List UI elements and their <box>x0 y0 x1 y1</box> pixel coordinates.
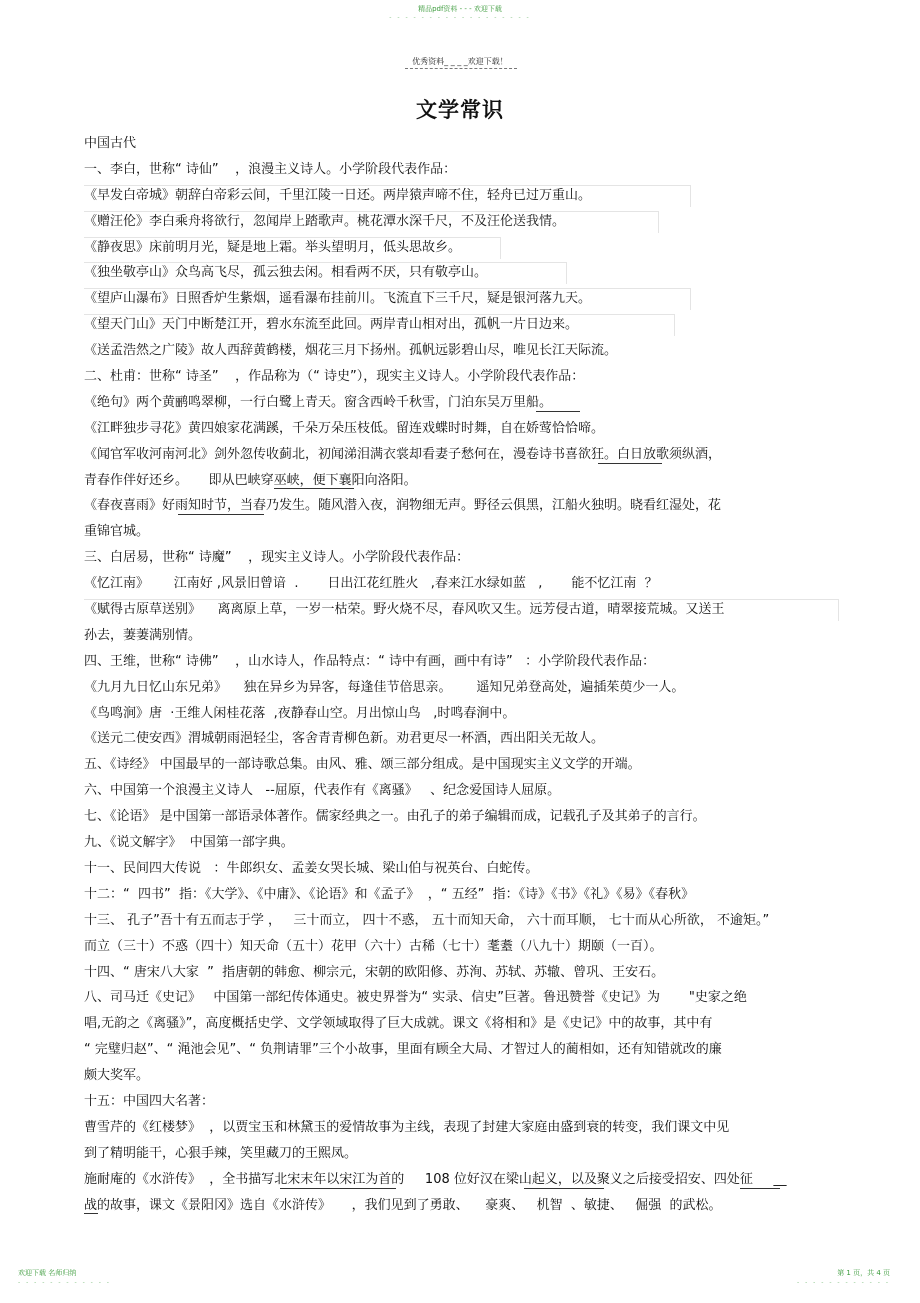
poem-line <box>84 312 844 338</box>
poem-text: 《望天门山》天门中断楚江开，碧水东流至此回。两岸青山相对出，孤帆一片日边来。 <box>84 317 579 333</box>
document-body <box>84 131 844 1218</box>
text-line: 曹雪芹的《红楼梦》 ，以贾宝玉和林黛玉的爱情故事为主线，表现了封建大家庭由盛到衰的转变，我们课文中见 <box>84 1119 730 1135</box>
poem-line <box>84 260 844 286</box>
text-line: 五、《诗经》 中国最早的一部诗歌总集。由风、雅、颂三部分组成。是中国现实主义文学的开端。 <box>84 757 641 773</box>
poem-line: 《九月九日忆山东兄弟》 独在异乡为异客，每逢佳节倍思亲。 遥知兄弟登高处，遍插茱萸少一人。 <box>84 679 685 695</box>
text-line: 七、《论语》 是中国第一部语录体著作。儒家经典之一。由孔子的弟子编辑而成，记载孔子及其弟子的言行。 <box>84 809 706 825</box>
poem-line: 《送孟浩然之广陵》故人西辞黄鹤楼，烟花三月下扬州。孤帆远影碧山尽，唯见长江天际流。 <box>84 343 618 359</box>
poem-text: 《绝句》两个黄鹂鸣翠柳，一行白鹭上青天。窗含西岭千秋雪，门泊东吴万里船。 <box>84 394 553 410</box>
underline <box>598 463 662 464</box>
poem-text: 《春夜喜雨》好雨知时节，当春乃发生。随风潜入夜，润物细无声。野径云俱黑，江船火独明。晓看红湿处，花 <box>84 498 722 514</box>
text-line: 十二：“ 四书” 指：《大学》、《中庸》、《论语》和《孟子》 ，“ 五经” 指：《诗》《书》《礼》《易》《春秋》 <box>84 886 695 902</box>
page-title: 文学常识 <box>416 98 504 122</box>
poem-line: 《江畔独步寻花》黄四娘家花满蹊，千朵万朵压枝低。留连戏蝶时时舞，自在娇莺恰恰啼。 <box>84 420 605 436</box>
footer-left-label: 欢迎下载 名师归纳 <box>18 1269 77 1277</box>
text-line: 十一、民间四大传说 ：牛郎织女、孟姜女哭长城、梁山伯与祝英台、白蛇传。 <box>84 860 539 876</box>
poem-line <box>84 209 844 235</box>
text-line: “ 完璧归赵”、“ 渑池会见”、“ 负荆请罪”三个小故事，里面有顾全大局、才智过人的蔺相如，还有知错就改的廉 <box>84 1042 722 1058</box>
poem-line <box>84 597 844 623</box>
poem-text: 《赠汪伦》李白乘舟将欲行，忽闻岸上踏歌声。桃花潭水深千尺，不及汪伦送我情。 <box>84 213 566 229</box>
poem-line <box>84 183 844 209</box>
underline <box>740 1188 780 1189</box>
text-line: 二、杜甫：世称“ 诗圣” ，作品称为（“ 诗史”），现实主义诗人。小学阶段代表作品： <box>84 369 585 385</box>
poem-line: 孙去，萋萋满别情。 <box>84 627 202 643</box>
header-site-banner: 精品pdf资料 - - - 欢迎下载 <box>418 5 502 13</box>
poem-line: 《忆江南》 江南好 ,风景旧曾谙 . 日出江花红胜火 ,春来江水绿如蓝 , 能不忆江南 ？ <box>84 576 658 592</box>
text-line: 而立（三十）不惑（四十）知天命（五十）花甲（六十）古稀（七十）耄耋（八九十）期颐（一百）。 <box>84 938 663 954</box>
poem-line: 《鸟鸣涧》唐 ·王维人闲桂花落 ,夜静春山空。月出惊山鸟 ,时鸣春涧中。 <box>84 705 516 721</box>
text-line: 一、李白，世称“ 诗仙” ，浪漫主义诗人。小学阶段代表作品： <box>84 161 457 177</box>
text-line: 到了精明能干，心狠手辣，笑里藏刀的王熙凤。 <box>84 1145 358 1161</box>
poem-line <box>84 468 844 494</box>
poem-line <box>84 442 844 468</box>
text-line <box>84 1193 844 1219</box>
header-dotted-rule: - - - - - - - - - - - - - - - - - - <box>389 14 531 21</box>
footer-dotted-rule-right: - - - - - - - - - - - - <box>797 1279 890 1286</box>
poem-text: 青春作伴好还乡。 即从巴峡穿巫峡，便下襄阳向洛阳。 <box>84 472 417 488</box>
poem-text: 《早发白帝城》朝辞白帝彩云间，千里江陵一日还。两岸猿声啼不住，轻舟已过万重山。 <box>84 187 592 203</box>
poem-text: 《静夜思》床前明月光，疑是地上霜。举头望明月，低头思故乡。 <box>84 239 462 255</box>
text-line: 六、中国第一个浪漫主义诗人 --屈原，代表作有《离骚》 、纪念爱国诗人屈原。 <box>84 783 561 799</box>
underline <box>524 1188 604 1189</box>
text-line <box>84 1167 844 1193</box>
poem-text: 《闻官军收河南河北》剑外忽传收蓟北，初闻涕泪满衣裳却看妻子愁何在，漫卷诗书喜欲狂。白日放歌须纵酒， <box>84 446 722 462</box>
text-line: 十三、 孔子”吾十有五而志于学 ， 三十而立， 四十不惑， 五十而知天命， 六十而耳顺， 七十而从心所欲， 不逾矩。” <box>84 912 770 928</box>
text-line: 十四、“ 唐宋八大家 ” 指唐朝的韩愈、柳宗元，宋朝的欧阳修、苏洵、苏轼、苏辙、曾巩、王安石。 <box>84 964 665 980</box>
header-divider <box>405 68 517 69</box>
section-heading: 中国古代 <box>84 136 137 151</box>
poem-text: 《望庐山瀑布》日照香炉生紫烟，遥看瀑布挂前川。飞流直下三千尺，疑是银河落九天。 <box>84 291 592 307</box>
text-line: 四、王维，世称“ 诗佛” ，山水诗人，作品特点：“ 诗中有画，画中有诗” ：小学阶段代表作品： <box>84 653 656 669</box>
poem-line: 《送元二使安西》渭城朝雨浥轻尘，客舍青青柳色新。劝君更尽一杯酒，西出阳关无故人。 <box>84 731 605 747</box>
text-line: 九、《说文解字》 中国第一部字典。 <box>84 835 294 851</box>
poem-line <box>84 286 844 312</box>
poem-text: 《赋得古原草送别》 离离原上草，一岁一枯荣。野火烧不尽，春风吹又生。远芳侵古道，晴翠接荒城。又送王 <box>84 602 725 618</box>
text-line: 十五：中国四大名著： <box>84 1093 215 1109</box>
underline <box>84 1213 98 1214</box>
poem-line <box>84 493 844 519</box>
poem-text: 《独坐敬亭山》众鸟高飞尽，孤云独去闲。相看两不厌，只有敬亭山。 <box>84 265 488 281</box>
header-subtitle: 优秀资料_ _ _ _欢迎下载！ <box>412 57 508 66</box>
underline <box>274 488 354 489</box>
text-line: 唱,无韵之《离骚》”，高度概括史学、文学领域取得了巨大成就。课文《将相和》是《史记》中的故事，其中有 <box>84 1016 713 1032</box>
underline <box>536 411 580 412</box>
footer-dotted-rule-left: - - - - - - - - - - - - <box>18 1279 111 1286</box>
line-text: 战的故事，课文《景阳冈》选自《水浒传》 ，我们见到了勇敢、 豪爽、 机智 、敏捷、 倔强 的武松。 <box>84 1197 722 1213</box>
poem-line <box>84 390 844 416</box>
line-text: 施耐庵的《水浒传》 ，全书描写北宋末年以宋江为首的 108 位好汉在梁山起义，以及聚义之后接受招安、四处征 __ <box>84 1171 787 1187</box>
text-line: 八、司马迁《史记》 中国第一部纪传体通史。被史界誉为“ 实录、信史”巨著。鲁迅赞誉《史记》为 "史家之绝 <box>84 990 747 1006</box>
text-line: 颇大奖军。 <box>84 1068 150 1084</box>
underline <box>280 1188 396 1189</box>
poem-line: 重锦官城。 <box>84 524 150 540</box>
poem-line <box>84 235 844 261</box>
text-line: 三、白居易，世称“ 诗魔” ，现实主义诗人。小学阶段代表作品： <box>84 550 470 566</box>
footer-page-number: 第 1 页，共 4 页 <box>837 1269 890 1277</box>
underline <box>178 514 264 515</box>
